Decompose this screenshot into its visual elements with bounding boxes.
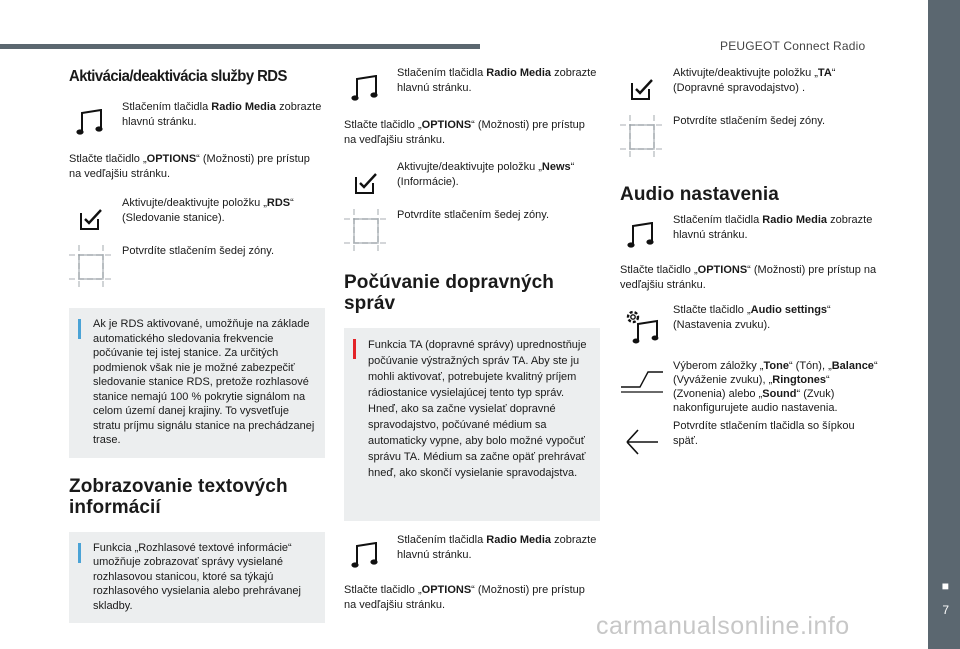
warning-marker: [353, 339, 356, 359]
watermark: carmanualsonline.info: [596, 612, 850, 640]
step-radio-media: Stlačením tlačidla Radio Media zobrazte hlavnú stránku.: [344, 66, 600, 112]
section-title-text-info: Zobrazovanie textových informácií: [69, 475, 288, 518]
gear-music-icon: [620, 304, 664, 348]
ta-warning-note: Funkcia TA (dopravné správy) uprednostňuje počúvanie výstražných správ TA. Aby ste ju mohli aktivovať, potrebujete kvalitný príjem rádiostanice vysielajúcej tento typ správ. Hneď, ako sa začne vysielať dopravné spravodajstvo, počúvané médium sa automaticky vypne, aby bolo možné vypočuť správu TA. Médium sa začne opäť prehrávať hneď, ako skončí vysielanie spravodajstva.: [344, 328, 600, 521]
options-text-2: Stlačte tlačidlo „OPTIONS“ (Možnosti) pre prístup na vedľajšiu stránku.: [344, 584, 585, 611]
column-3: [620, 66, 882, 465]
info-marker: [78, 319, 81, 339]
tab-icon: [620, 360, 664, 404]
step-radio-media-2: Stlačením tlačidla Radio Media zobrazte hlavnú stránku.: [344, 533, 600, 579]
grey-zone-icon: [344, 209, 388, 253]
step-radio-media: Stlačením tlačidla Radio Media zobrazte hlavnú stránku.: [69, 100, 325, 146]
step-toggle-news: Aktivujte/deaktivujte položku „News“ (Informácie).: [344, 160, 600, 206]
column-1: [69, 62, 325, 623]
step-radio-media: Stlačením tlačidla Radio Media zobrazte hlavnú stránku.: [620, 213, 882, 259]
step-toggle-rds: Aktivujte/deaktivujte položku „RDS“ (Sledovanie stanice).: [69, 196, 325, 242]
music-note-icon: [344, 67, 388, 111]
step-back-arrow: Potvrdíte stlačením tlačidla so šípkou späť.: [620, 419, 882, 465]
section-title-rds: Aktivácia/deaktivácia služby RDS: [69, 68, 287, 85]
checkbox-icon: [344, 161, 388, 205]
section-title-traffic: Počúvanie dopravných správ: [344, 272, 555, 314]
step-toggle-ta: Aktivujte/deaktivujte položku „TA“ (Dopravné spravodajstvo) .: [620, 66, 882, 112]
sidebar-dot: ■: [941, 579, 949, 593]
rds-info-note: Ak je RDS aktivované, umožňuje na základe automatického sledovania frekvencie počúvanie tej istej stanice. Za určitých podmienok však nie je možné zabezpečiť sledovanie stanice RDS, pretože rozhlasové stanice nemajú 100 % pokrytie signálom na celom území danej krajiny. To vysvetľuje stratu príjmu signálu stanice na prechádzanej trase.: [69, 308, 325, 458]
options-text: Stlačte tlačidlo „OPTIONS“ (Možnosti) pre prístup na vedľajšiu stránku.: [620, 264, 877, 291]
step-confirm-grey-zone: Potvrdíte stlačením šedej zóny.: [620, 114, 882, 160]
music-note-icon: [69, 101, 113, 145]
grey-zone-icon: [620, 115, 664, 159]
grey-zone-icon: [69, 245, 113, 289]
step-confirm-grey-zone: Potvrdíte stlačením šedej zóny.: [69, 244, 325, 290]
checkbox-icon: [620, 67, 664, 111]
music-note-icon: [344, 534, 388, 578]
checkbox-icon: [69, 197, 113, 241]
header-brand: PEUGEOT Connect Radio: [720, 39, 866, 53]
header-bar: [0, 44, 480, 49]
info-marker: [78, 543, 81, 563]
radio-text-note: Funkcia „Rozhlasové textové informácie“ umožňuje zobrazovať správy vysielané rozhlasovou stanicou, ktoré sa týkajú rozhlasového vysielania alebo prehrávanej skladby.: [69, 532, 325, 624]
step-confirm-grey-zone: Potvrdíte stlačením šedej zóny.: [344, 208, 600, 254]
options-text: Stlačte tlačidlo „OPTIONS“ (Možnosti) pre prístup na vedľajšiu stránku.: [69, 153, 310, 180]
page-sidebar: [928, 0, 960, 649]
step-tabs-config: Výberom záložky „Tone“ (Tón), „Balance“ (Vyváženie zvuku), „Ringtones“ (Zvonenia) alebo „Sound“ (Zvuk) nakonfigurujete audio nastavenia.: [620, 359, 882, 415]
page-number: 7: [942, 603, 949, 617]
column-2: [344, 66, 600, 613]
step-audio-settings: Stlačte tlačidlo „Audio settings“ (Nastavenia zvuku).: [620, 303, 882, 349]
music-note-icon: [620, 214, 664, 258]
section-title-audio: Audio nastavenia: [620, 184, 779, 205]
options-text: Stlačte tlačidlo „OPTIONS“ (Možnosti) pre prístup na vedľajšiu stránku.: [344, 119, 585, 146]
back-arrow-icon: [620, 420, 664, 464]
